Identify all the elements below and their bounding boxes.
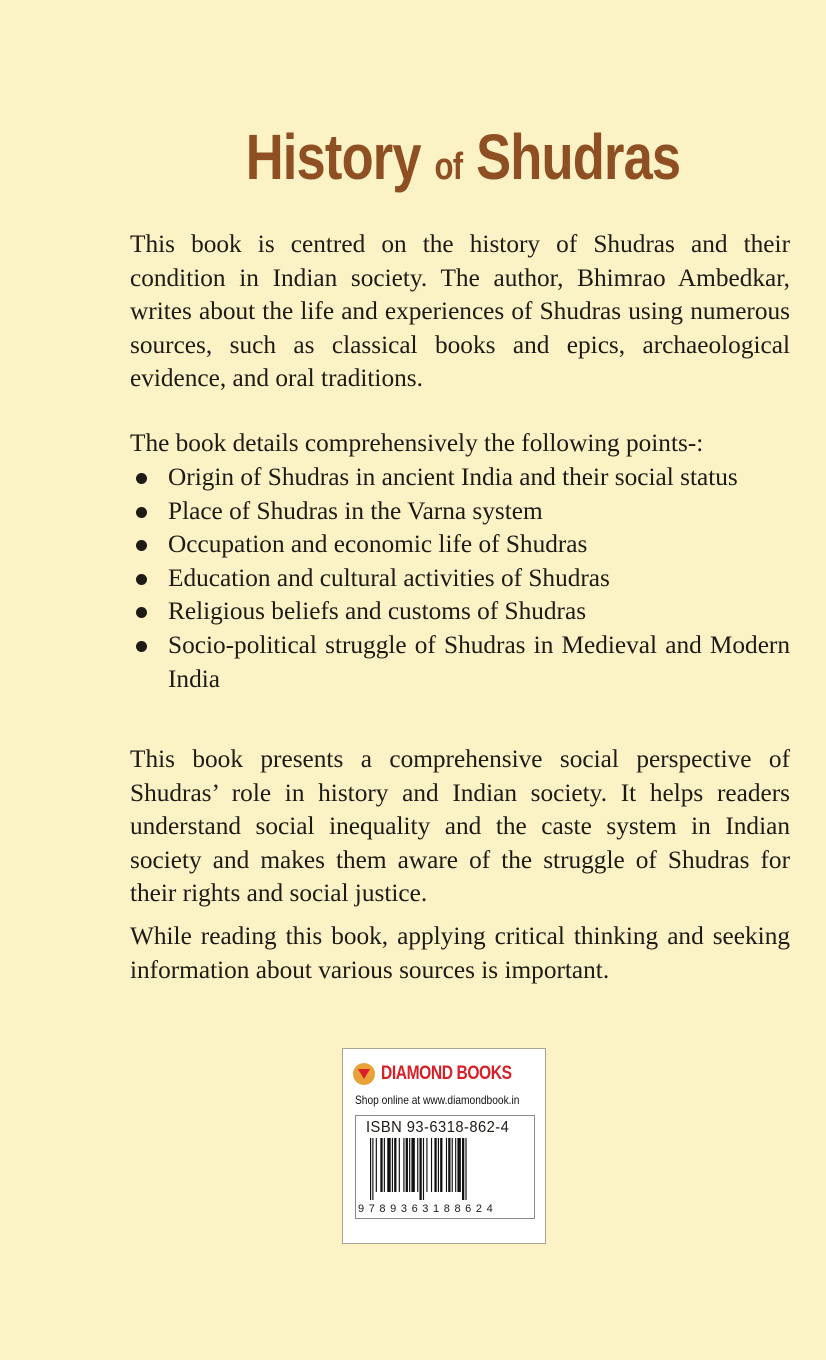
summary-paragraph: This book presents a comprehensive social perspective of Shudras’ role in history and Indian society. It helps readers understand social inequality and the caste system in Indian society and makes them aware of the struggle of Shudras for their rights and social justice. <box>130 745 790 908</box>
barcode-bar <box>370 1138 371 1200</box>
list-item: Occupation and economic life of Shudras <box>130 528 790 562</box>
barcode-bar <box>399 1138 400 1192</box>
list-item: Religious beliefs and customs of Shudras <box>130 595 790 629</box>
intro-paragraph: This book is centred on the history of Shudras and their condition in Indian society. The author, Bhimrao Ambedkar, writes about the life and experiences of Shudras using numerous sources, such as classical books and epics, archaeological evidence, and oral traditions. <box>130 230 790 393</box>
closing-paragraph: While reading this book, applying critical thinking and seeking information about various sources is important. <box>130 922 790 984</box>
barcode-bar <box>434 1138 436 1192</box>
barcode-bar <box>446 1138 447 1192</box>
isbn-label <box>342 1048 546 1244</box>
publisher-brand <box>353 1063 540 1085</box>
barcode-bar <box>392 1138 393 1192</box>
title-word: of <box>434 146 463 188</box>
barcode-bar <box>426 1138 427 1192</box>
barcode-bar <box>376 1138 377 1192</box>
barcode-bar <box>457 1138 460 1192</box>
barcode <box>355 1115 535 1219</box>
list-item: Socio-political struggle of Shudras in Medieval and Modern India <box>130 629 790 696</box>
diamond-logo-icon <box>353 1063 375 1085</box>
barcode-bar <box>440 1138 442 1192</box>
barcode-bar <box>406 1138 408 1192</box>
barcode-bar <box>448 1138 450 1192</box>
book-title <box>83 112 760 212</box>
title-word: History <box>245 121 421 193</box>
barcode-bar <box>452 1138 453 1192</box>
barcode-bar <box>465 1138 466 1200</box>
barcode-bar <box>419 1138 421 1200</box>
barcode-bar <box>438 1138 439 1192</box>
isbn-number: ISBN 93-6318-862-4 <box>366 1119 510 1136</box>
barcode-bar <box>387 1138 390 1192</box>
points-list <box>130 461 790 696</box>
barcode-bar <box>380 1138 382 1192</box>
barcode-bar <box>431 1138 432 1192</box>
publisher-name: DIAMOND BOOKS <box>381 1063 512 1084</box>
barcode-bar <box>394 1138 396 1192</box>
barcode-bar <box>455 1138 456 1192</box>
barcode-bar <box>462 1138 464 1200</box>
barcode-bars-icon <box>370 1138 530 1200</box>
barcode-bar <box>423 1138 424 1200</box>
barcode-bar <box>411 1138 414 1192</box>
barcode-bar <box>384 1138 385 1192</box>
points-intro: The book details comprehensively the following points-: <box>130 429 704 457</box>
barcode-bar <box>409 1138 410 1192</box>
shop-online-text: Shop online at www.diamondbook.in <box>355 1093 520 1107</box>
title-word: Shudras <box>476 121 681 193</box>
barcode-bar <box>403 1138 404 1192</box>
list-item: Place of Shudras in the Varna system <box>130 495 790 529</box>
ean-number: 9789363188624 <box>358 1203 498 1215</box>
barcode-bar <box>417 1138 418 1192</box>
list-item: Education and cultural activities of Shudras <box>130 562 790 596</box>
barcode-bar <box>372 1138 373 1200</box>
list-item: Origin of Shudras in ancient India and their social status <box>130 461 790 495</box>
